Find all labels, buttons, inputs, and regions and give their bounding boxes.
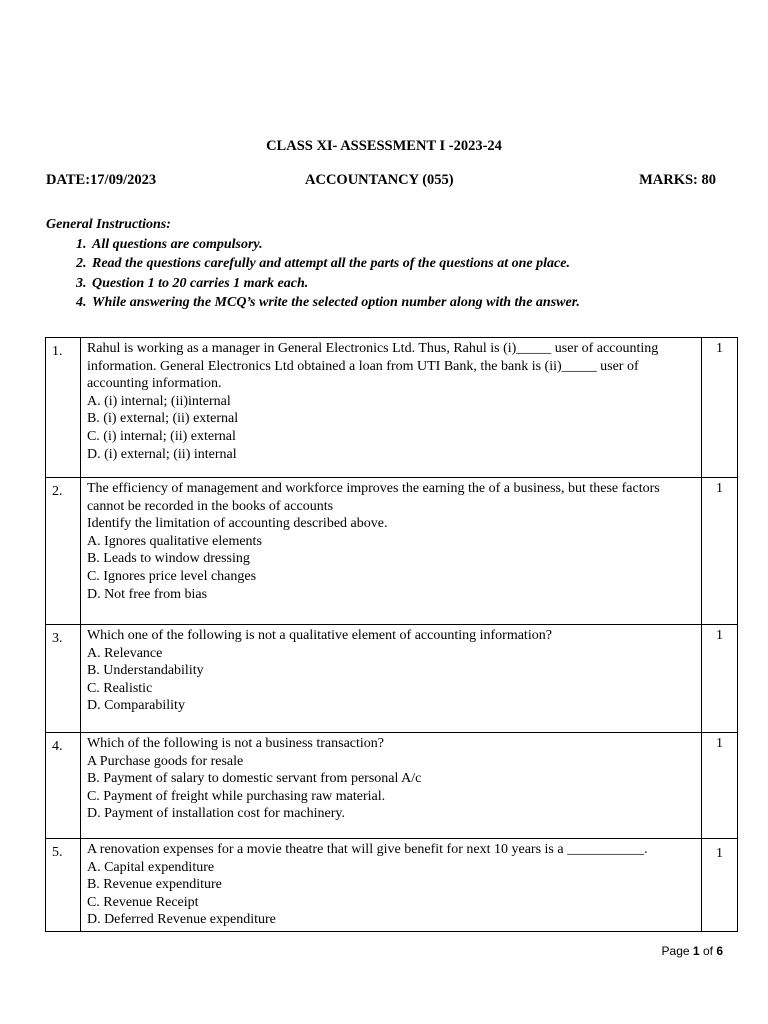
question-number: 2. bbox=[46, 478, 81, 625]
instructions-list bbox=[46, 235, 736, 313]
question-number: 1. bbox=[46, 338, 81, 478]
page-total: 6 bbox=[716, 944, 723, 958]
general-instructions bbox=[46, 215, 736, 313]
option-c: C. Ignores price level changes bbox=[86, 568, 257, 584]
question-number: 4. bbox=[46, 733, 81, 839]
question-body bbox=[80, 733, 701, 839]
question-row bbox=[46, 733, 738, 839]
option-d: D. Payment of installation cost for machinery. bbox=[86, 806, 345, 822]
option-c: C. Revenue Receipt bbox=[86, 894, 199, 910]
exam-date: DATE:17/09/2023 bbox=[46, 172, 157, 188]
option-b: B. (i) external; (ii) external bbox=[86, 411, 239, 427]
question-body bbox=[80, 625, 701, 733]
question-row bbox=[46, 625, 738, 733]
option-d: D. Not free from bias bbox=[86, 586, 208, 602]
option-a: A. Capital expenditure bbox=[86, 859, 215, 875]
question-text: The efficiency of management and workforce improves the earning the of a business, but these factors cannot be recorded in the books of accounts bbox=[86, 481, 660, 514]
option-a: A Purchase goods for resale bbox=[86, 753, 244, 769]
option-c: C. Payment of freight while purchasing raw material. bbox=[86, 788, 386, 804]
question-text: Rahul is working as a manager in General Electronics Ltd. Thus, Rahul is (i)_____ user of accounting information. General Electronics Ltd obtained a loan from UTI Bank, the bank is (ii)_____ user of accounting information. bbox=[86, 341, 659, 392]
question-number: 3. bbox=[46, 625, 81, 733]
page-indicator bbox=[662, 944, 723, 958]
page-current: 1 bbox=[692, 944, 700, 958]
instruction-item: 2. Read the questions carefully and attempt all the parts of the questions at one place. bbox=[90, 254, 736, 274]
page-label: Page bbox=[661, 944, 690, 958]
option-c: C. (i) internal; (ii) external bbox=[86, 428, 236, 444]
option-d: D. Deferred Revenue expenditure bbox=[86, 912, 276, 928]
question-text-2: Identify the limitation of accounting described above. bbox=[86, 516, 388, 532]
questions-table bbox=[45, 337, 738, 932]
subject-name: ACCOUNTANCY (055) bbox=[305, 172, 454, 188]
option-a: A. Relevance bbox=[86, 645, 163, 661]
option-d: D. Comparability bbox=[86, 698, 185, 714]
question-body bbox=[80, 338, 701, 478]
question-text: A renovation expenses for a movie theatre that will give benefit for next 10 years is a ___________. bbox=[86, 842, 648, 857]
option-b: B. Payment of salary to domestic servant from personal A/c bbox=[86, 771, 422, 787]
instruction-item: 1. All questions are compulsory. bbox=[90, 235, 736, 255]
question-row bbox=[46, 839, 738, 932]
question-number: 5. bbox=[46, 839, 81, 932]
document-title: CLASS XI- ASSESSMENT I -2023-24 bbox=[266, 138, 502, 154]
question-marks: 1 bbox=[702, 733, 738, 839]
question-text: Which of the following is not a business transaction? bbox=[86, 736, 385, 751]
question-marks: 1 bbox=[702, 478, 738, 625]
option-b: B. Understandability bbox=[86, 663, 204, 679]
instructions-heading: General Instructions: bbox=[46, 217, 171, 232]
question-body bbox=[80, 478, 701, 625]
question-row bbox=[46, 338, 738, 478]
question-marks: 1 bbox=[702, 338, 738, 478]
option-c: C. Realistic bbox=[86, 680, 153, 696]
total-marks: MARKS: 80 bbox=[639, 172, 716, 188]
question-row bbox=[46, 478, 738, 625]
question-marks: 1 bbox=[702, 625, 738, 733]
question-marks: 1 bbox=[702, 839, 738, 932]
question-text: Which one of the following is not a qualitative element of accounting information? bbox=[86, 628, 552, 643]
instruction-item: 3. Question 1 to 20 carries 1 mark each. bbox=[90, 274, 736, 294]
option-b: B. Leads to window dressing bbox=[86, 551, 250, 567]
instruction-item: 4. While answering the MCQ’s write the selected option number along with the answer. bbox=[90, 293, 736, 313]
option-d: D. (i) external; (ii) internal bbox=[86, 446, 237, 462]
option-a: A. Ignores qualitative elements bbox=[86, 533, 262, 549]
page-of: of bbox=[702, 944, 713, 958]
option-b: B. Revenue expenditure bbox=[86, 877, 222, 893]
option-a: A. (i) internal; (ii)internal bbox=[86, 393, 231, 409]
question-body bbox=[80, 839, 701, 932]
